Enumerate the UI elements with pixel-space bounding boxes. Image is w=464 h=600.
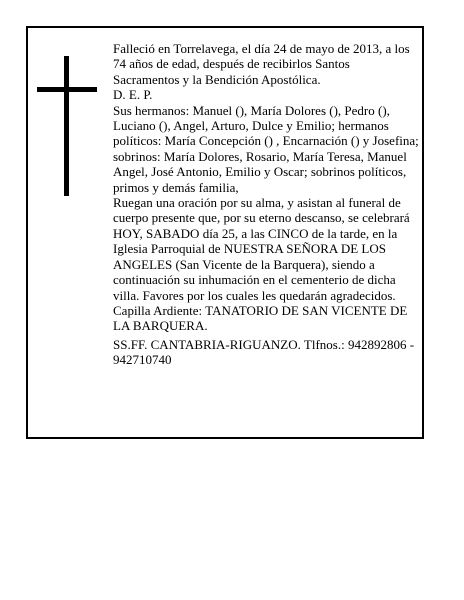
rip-line: D. E. P. bbox=[113, 87, 153, 103]
funeral-home-contact: SS.FF. CANTABRIA-RIGUANZO. Tlfnos.: 942892806 - 942710740 bbox=[113, 336, 415, 368]
obituary-text bbox=[113, 41, 419, 368]
funeral-details: Ruegan una oración por su alma, y asistan al funeral de cuerpo presente que, por su eterno descanso, se celebrará HOY, SABADO día 25, a las CINCO de la tarde, en la Iglesia Parroquial de NUESTRA SEÑORA DE LOS ANGELES (San Vicente de la Barquera), siendo a continuación su inhumación en el cementerio de dicha villa. Favores por los cuales les quedarán agradecidos. Capilla Ardiente: TANATORIO DE SAN VICENTE DE LA BARQUERA. bbox=[113, 195, 410, 334]
cross-vertical-bar bbox=[64, 56, 69, 196]
family-list: Sus hermanos: Manuel (), María Dolores (), Pedro (), Luciano (), Angel, Arturo, Dulce y Emilio; hermanos políticos: María Concepción () , Encarnación () y Josefina; sobrinos: María Dolores, Rosario, María Teresa, Manuel Angel, José Antonio, Emilio y Oscar; sobrinos políticos, primos y demás familia, bbox=[113, 102, 419, 195]
death-announcement: Falleció en Torrelavega, el día 24 de mayo de 2013, a los 74 años de edad, después de recibirlos Santos Sacramentos y la Bendición Apostólica. bbox=[113, 41, 410, 87]
cross-horizontal-bar bbox=[37, 87, 97, 92]
